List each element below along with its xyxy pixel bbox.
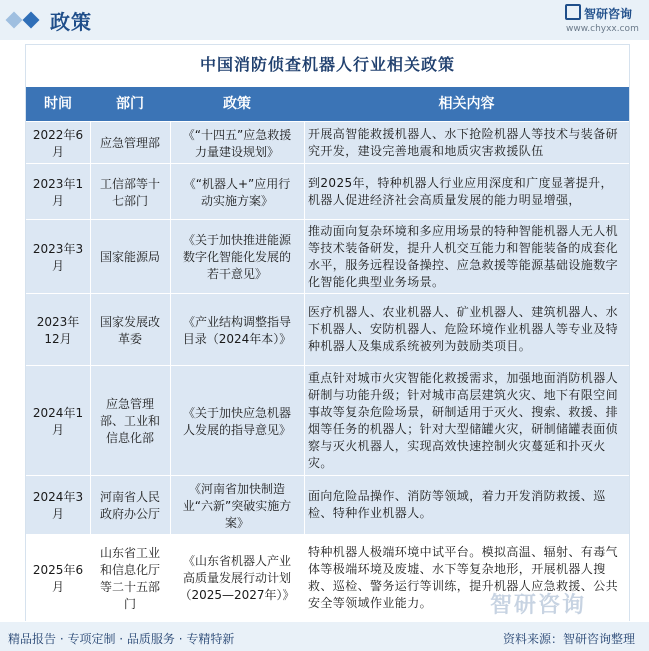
column-divider xyxy=(90,121,91,620)
column-header-time: 时间 xyxy=(44,96,72,112)
row-dept: 应急管理部、工业和信息化部 xyxy=(99,397,160,445)
row-content: 特种机器人极端环境中试平台。模拟高温、辐射、有毒气体等极端环境及废墟、水下等复杂地形，开展机器人搜救、巡检、警务运行等训练，提升机器人应急救援、公共安全等领域作业能力。 xyxy=(308,544,619,610)
brand-logo xyxy=(565,4,632,22)
footer-bar xyxy=(0,622,649,651)
table-row xyxy=(26,366,629,476)
row-content: 面向危险品操作、消防等领域，着力开发消防救援、巡检、特种作业机器人。 xyxy=(308,489,606,520)
row-content: 开展高智能救援机器人、水下抢险机器人等技术与装备研究开发，建设完善地震和地质灾害救援队伍 xyxy=(308,126,619,158)
top-banner xyxy=(0,0,649,40)
row-time: 2025年6月 xyxy=(32,562,84,594)
row-dept: 山东省工业和信息化厅等二十五部门 xyxy=(99,545,160,611)
row-time: 2023年3月 xyxy=(32,241,84,273)
row-policy: 《山东省机器人产业高质量发展行动计划（2025—2027年）》 xyxy=(179,554,295,602)
table-row xyxy=(26,122,629,164)
row-time: 2024年3月 xyxy=(32,490,84,521)
diamond-bullets-icon xyxy=(8,11,42,29)
column-divider xyxy=(170,121,171,620)
brand-url: www.chyxx.com xyxy=(566,24,639,34)
row-policy: 《“十四五”应急救援力量建设规划》 xyxy=(182,127,292,159)
column-divider xyxy=(304,121,305,620)
row-content: 推动面向复杂环境和多应用场景的特种智能机器人无人机等技术装备研发，提升人机交互能力和智能装备的成套化水平，服务远程设备操控、应急救援等能源基础设施数字化智能化典型业务场景。 xyxy=(308,223,619,289)
logo-icon xyxy=(565,4,581,20)
row-content: 到2025年，特种机器人行业应用深度和广度显著提升，机器人促进经济社会高质量发展的能力明显增强， xyxy=(308,175,613,207)
column-header-policy: 政策 xyxy=(223,96,251,112)
row-dept: 国家发展改革委 xyxy=(99,314,160,346)
row-content: 重点针对城市火灾智能化救援需求，加强地面消防机器人研制与功能升级；针对城市高层建筑火灾、地下有限空间事故等复杂危险场景，研制适用于灭火、搜索、救援、排烟等任务的机器人；针对大型储罐火灾，研制储罐表面侦察与灭火机器人，实现高效快速控制火灾蔓延和扑灭火灾。 xyxy=(308,370,619,470)
row-content: 医疗机器人、农业机器人、矿业机器人、建筑机器人、水下机器人、安防机器人、危险环境作业机器人等专业及特种机器人及集成系统被列为鼓励类项目。 xyxy=(308,305,619,353)
table-row xyxy=(26,294,629,366)
watermark: 智研咨询 xyxy=(490,593,587,618)
row-policy: 《河南省加快制造业“六新”突破实施方案》 xyxy=(182,481,292,530)
row-dept: 工信部等十七部门 xyxy=(99,176,160,208)
row-dept: 应急管理部 xyxy=(99,136,160,150)
table-title: 中国消防侦查机器人行业相关政策 xyxy=(199,55,455,74)
table-row xyxy=(26,476,629,535)
table-header xyxy=(26,87,629,121)
row-policy: 《产业结构调整指导目录（2024年本）》 xyxy=(182,314,292,346)
row-policy: 《“机器人+”应用行动实施方案》 xyxy=(183,176,291,208)
policy-table xyxy=(25,44,630,621)
table-row xyxy=(26,164,629,220)
row-time: 2023年1月 xyxy=(32,176,84,208)
section-title: 政策 xyxy=(50,10,92,34)
row-time: 2022年6月 xyxy=(32,127,84,159)
row-dept: 国家能源局 xyxy=(99,250,160,264)
row-policy: 《关于加快推进能源数字化智能化发展的若干意见》 xyxy=(182,233,291,281)
row-dept: 河南省人民政府办公厅 xyxy=(99,490,160,521)
source-note: 资料来源：智研咨询整理 xyxy=(503,632,636,646)
row-time: 2023年12月 xyxy=(36,314,80,346)
footer-slogan: 精品报告 · 专项定制 · 品质服务 · 专精特新 xyxy=(8,632,235,646)
row-time: 2024年1月 xyxy=(32,405,84,437)
column-header-dept: 部门 xyxy=(116,96,144,112)
table-row xyxy=(26,220,629,294)
row-policy: 《关于加快应急机器人发展的指导意见》 xyxy=(182,405,291,437)
brand-name: 智研咨询 xyxy=(584,7,633,21)
column-header-content: 相关内容 xyxy=(438,96,495,112)
